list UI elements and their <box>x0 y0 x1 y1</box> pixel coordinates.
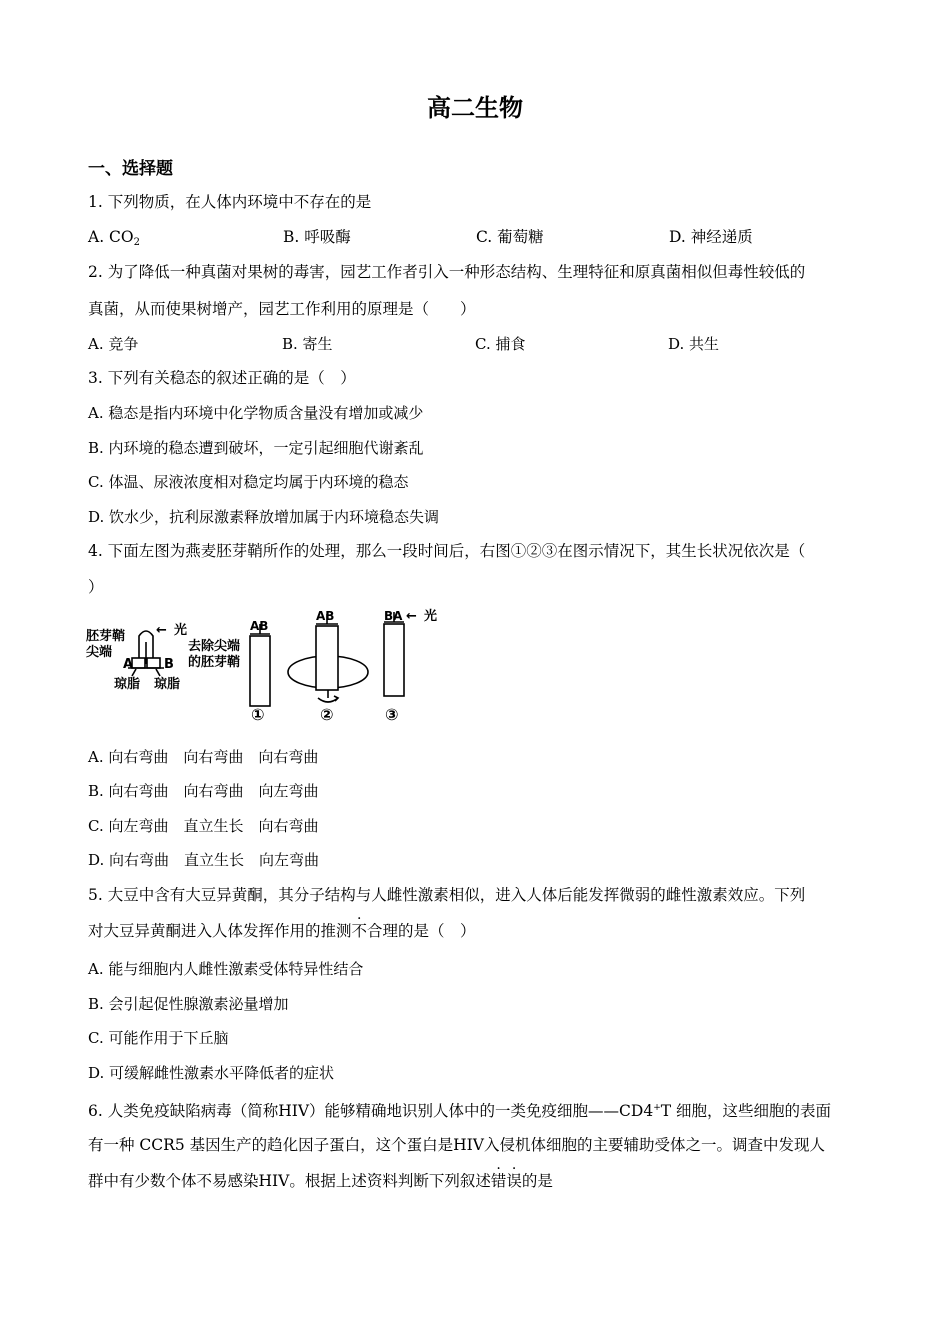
label-number-2: ② <box>320 705 334 724</box>
section-heading: 一、选择题 <box>88 159 173 179</box>
question-1-option-b: B. 呼吸酶 <box>283 228 351 246</box>
question-2-stem-line-1: 2. 为了降低一种真菌对果树的毒害，园艺工作者引入一种形态结构、生理特征和原真菌相似但毒性较低的 <box>88 263 806 281</box>
question-5-stem-line-2: 对大豆异黄酮进入人体发挥作用的推测不合理的是（ ） <box>88 922 476 940</box>
agar-block-b <box>147 658 160 668</box>
question-3-option-a: A. 稳态是指内环境中化学物质含量没有增加或减少 <box>88 404 424 422</box>
question-6-stem-line-1: 6. 人类免疫缺陷病毒（简称HIV）能够精确地识别人体中的一类免疫细胞——CD4+T 细胞，这些细胞的表面 <box>88 1102 832 1120</box>
question-5-option-b: B. 会引起促性腺激素泌量增加 <box>88 995 289 1013</box>
label-ab-1: AB <box>250 619 269 633</box>
question-4-option-a: A. 向右弯曲 向右弯曲 向右弯曲 <box>88 748 319 766</box>
label-light-left: 光 <box>174 623 188 638</box>
label-tip-1: 胚芽鞘 <box>86 629 126 644</box>
label-removed-2: 的胚芽鞘 <box>188 655 241 670</box>
coleoptile-figure <box>84 606 454 726</box>
label-number-3: ③ <box>385 705 399 724</box>
question-1-option-c: C. 葡萄糖 <box>476 228 544 246</box>
question-3-option-d: D. 饮水少，抗利尿激素释放增加属于内环境稳态失调 <box>88 508 440 526</box>
question-5-stem-line-1: 5. 大豆中含有大豆异黄酮，其分子结构与人雌性激素相似，进入人体后能发挥微弱的雌性激素效应。下列 <box>88 886 806 904</box>
question-4-stem-line-1: 4. 下面左图为燕麦胚芽鞘所作的处理，那么一段时间后，右图①②③在图示情况下，其生长状况依次是（ <box>88 542 806 560</box>
light-arrow-right: ← <box>406 609 417 624</box>
question-1-option-a: A. $CO_2$ <box>88 228 140 248</box>
question-3-option-b: B. 内环境的稳态遭到破坏，一定引起细胞代谢紊乱 <box>88 439 424 457</box>
question-1-option-d: D. 神经递质 <box>669 228 753 246</box>
question-5-option-c: C. 可能作用于下丘脑 <box>88 1029 229 1047</box>
apparatus-1-coleoptile <box>250 636 270 706</box>
apparatus-3-coleoptile <box>384 624 404 696</box>
question-3-option-c: C. 体温、尿液浓度相对稳定均属于内环境的稳态 <box>88 473 409 491</box>
question-6-stem-line-3: 群中有少数个体不易感染HIV。根据上述资料判断下列叙述错误的是 <box>88 1172 553 1190</box>
light-arrow-left: ← <box>156 623 167 638</box>
label-agar-1: 琼脂 <box>114 677 141 692</box>
page-title: 高二生物 <box>427 93 523 122</box>
question-4-stem-line-2: ） <box>88 578 104 596</box>
question-2-option-d: D. 共生 <box>668 335 720 353</box>
label-b: B <box>164 657 174 672</box>
question-4-option-c: C. 向左弯曲 直立生长 向右弯曲 <box>88 817 319 835</box>
question-2-option-c: C. 捕食 <box>475 335 526 353</box>
label-agar-2: 琼脂 <box>154 677 181 692</box>
question-4-option-d: D. 向右弯曲 直立生长 向左弯曲 <box>88 851 320 869</box>
label-tip-2: 尖端 <box>86 645 113 660</box>
question-2-option-b: B. 寄生 <box>282 335 333 353</box>
agar-block-a <box>132 658 145 668</box>
label-a: A <box>123 657 134 672</box>
question-1-stem: 1. 下列物质，在人体内环境中不存在的是 <box>88 193 372 211</box>
label-light-right: 光 <box>424 609 438 624</box>
label-number-1: ① <box>251 705 265 724</box>
question-3-stem: 3. 下列有关稳态的叙述正确的是（ ） <box>88 369 356 387</box>
question-4-option-b: B. 向右弯曲 向右弯曲 向左弯曲 <box>88 782 319 800</box>
question-6-stem-line-2: 有一种 CCR5 基因生产的趋化因子蛋白，这个蛋白是HIV入侵机体细胞的主要辅助受体之一。调查中发现人 <box>88 1136 825 1154</box>
question-2-stem-line-2: 真菌，从而使果树增产，园艺工作利用的原理是（ ） <box>88 300 476 318</box>
label-ba-3: BA <box>384 609 403 623</box>
question-5-option-d: D. 可缓解雌性激素水平降低者的症状 <box>88 1064 335 1082</box>
question-2-option-a: A. 竞争 <box>88 335 139 353</box>
label-ab-2: AB <box>316 609 335 623</box>
question-5-option-a: A. 能与细胞内人雌性激素受体特异性结合 <box>88 960 364 978</box>
apparatus-2-coleoptile <box>316 626 338 690</box>
label-removed-1: 去除尖端 <box>188 639 241 654</box>
emphasis-dot-text: 不 <box>351 922 368 940</box>
